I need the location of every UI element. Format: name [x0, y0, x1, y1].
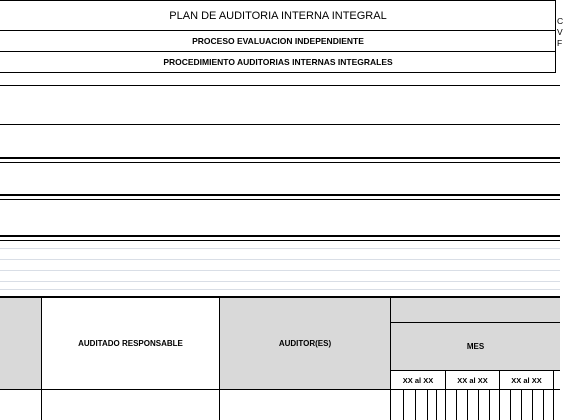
day-col-divider: [427, 390, 428, 420]
side-letter-f: F: [557, 38, 563, 48]
day-col-divider: [415, 390, 416, 420]
header-procedure-row: [0, 51, 556, 73]
divider-line-double: [0, 194, 560, 196]
divider-line-double: [0, 162, 560, 163]
header-title-row: [0, 1, 556, 31]
day-col-divider: [403, 390, 404, 420]
gridline: [0, 281, 560, 282]
divider-line: [0, 124, 560, 125]
week-label: XX al XX: [511, 375, 542, 385]
document-header: [0, 0, 556, 73]
gridline: [0, 270, 560, 271]
day-col-divider: [521, 390, 522, 420]
day-col-divider: [543, 390, 544, 420]
divider-line-double: [0, 240, 560, 241]
divider-line-double: [0, 199, 560, 200]
table-header-bottom: [0, 389, 560, 390]
side-letters: [557, 16, 563, 49]
divider-line-double: [0, 157, 560, 159]
week-cell: [500, 371, 553, 389]
day-col-divider: [456, 390, 457, 420]
divider-line-double: [0, 235, 560, 237]
day-col-divider: [510, 390, 511, 420]
day-col-divider: [478, 390, 479, 420]
day-col-divider: [489, 390, 490, 420]
week-cell: [391, 371, 445, 389]
table-col-gray-left: [0, 298, 41, 389]
col-audited-label: AUDITADO RESPONSABLE: [78, 339, 183, 348]
month-label: MES: [466, 342, 485, 351]
day-col-divider: [532, 390, 533, 420]
week-label: XX al XX: [402, 375, 434, 385]
gridline: [0, 248, 560, 249]
header-process-row: [0, 30, 556, 52]
table-col-divider: [553, 371, 554, 420]
document-title: PLAN DE AUDITORIA INTERNA INTEGRAL: [169, 9, 387, 22]
col-header-month: [391, 323, 560, 370]
day-col-divider: [436, 390, 437, 420]
side-letter-c: C: [557, 16, 563, 26]
week-label: XX al XX: [457, 375, 488, 385]
month-header-spacer: [391, 298, 560, 322]
gridline: [0, 259, 560, 260]
col-header-audited: [42, 298, 219, 389]
col-header-auditors: [220, 298, 390, 389]
side-letter-v: V: [557, 27, 563, 37]
divider-line: [0, 85, 560, 86]
col-auditors-label: AUDITOR(ES): [278, 339, 332, 348]
process-name: PROCESO EVALUACION INDEPENDIENTE: [192, 35, 364, 46]
day-col-divider: [467, 390, 468, 420]
procedure-name: PROCEDIMIENTO AUDITORIAS INTERNAS INTEGRALES: [163, 57, 393, 67]
gridline: [0, 289, 560, 290]
week-cell: [446, 371, 499, 389]
